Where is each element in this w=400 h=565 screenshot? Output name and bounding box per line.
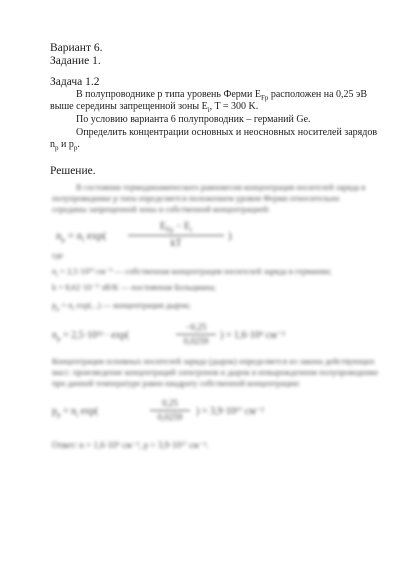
blurred-line [52,300,191,315]
subscript: i [56,272,58,279]
problem-text: В полупроводнике p типа уровень Ферми E [76,89,261,100]
fraction-bar [176,334,216,335]
formula-symbol: p [52,300,57,310]
formula-symbol: = n [65,230,83,242]
formula-symbol: n [56,230,62,242]
formula-1-numerator [128,221,224,234]
blurred-line [52,266,331,281]
problem-text: , T = 300 K. [209,101,259,112]
blurred-label: где [52,250,64,260]
problem-text: n [50,139,55,150]
blurred-text: exp(...) — концентрация дырок; [74,300,191,310]
formula-symbol: exp( [84,230,107,242]
task-heading: Задание 1. [50,55,101,67]
subscript: p [55,144,59,152]
problem-line-3: По условию варианта 6 полупроводник – германий Ge. [76,114,311,125]
subscript: p [56,306,60,313]
fraction-bar [128,235,224,236]
problem-text: и p [58,139,74,150]
problem-line-4: Определить концентрации основных и неосновных носителей зарядов [76,127,378,138]
subscript: i [190,226,193,234]
blurred-line: середины запрещенной зоны и собственной концентрацией: [52,204,270,214]
blurred-line: В состоянии термодинамического равновесия концентрация носителей заряда в [76,182,366,192]
blurred-line: при данной температуре равно квадрату собственной концентрации: [52,378,301,388]
problem-text: выше середины запрещенной зоны E [50,101,208,112]
subscript: i [76,411,79,419]
blurred-line: масс: произведение концентраций электронов и дырок в невырожденном полупроводнике [52,367,379,377]
formula-symbol: p [52,406,57,417]
formula-text: exp( [78,406,99,417]
subscript: Fp [166,226,174,234]
formula-1 [56,230,106,244]
formula-symbol: n [52,330,57,341]
formula-symbol: − E [173,221,191,232]
formula-symbol: = n [60,406,77,417]
subscript: p [57,411,61,419]
blurred-line: полупроводнике p типа определяется положением уровня Ферми относительно [52,193,340,203]
formula-1-denominator: kT [170,238,182,249]
subscript: p [57,335,61,343]
formula-symbol: E [159,221,166,232]
variant-heading: Вариант 6. [50,42,103,54]
subscript: i [82,236,85,245]
blurred-line: k = 8,62·10⁻⁵ эВ/К — постоянная Больцмана; [52,282,216,292]
solution-heading: Решение. [50,165,96,177]
answer-line: Ответ: n = 1,6·10⁹ см⁻³, p = 3,9·10¹⁷ см⁻³. [52,440,209,450]
formula-symbol: n [52,266,57,276]
subscript: i [207,106,210,114]
formula-3-denominator: 0,0259 [157,412,183,422]
formula-2-tail: ) = 1,6·10⁹ см⁻³ [220,330,285,341]
formula-2-numerator: −0,25 [185,322,207,332]
problem-text: . [77,139,80,150]
blurred-line: Концентрация основных носителей заряда (дырок) определяется из закона действующих [52,356,375,366]
formula-3-tail: ) = 3,9·10¹⁷ см⁻³ [196,406,264,417]
subscript: Fp [260,94,269,102]
blurred-text: = 2,5·10¹³ см⁻³ — собственная концентрация носителей заряда в германии; [57,266,332,276]
formula-2 [52,330,129,343]
formula-3-numerator: 0,25 [162,398,178,408]
fraction-bar [150,410,190,411]
subscript: i [72,306,75,313]
formula-3 [52,406,98,419]
formula-1-close: ) [228,230,232,242]
subtask-heading: Задача 1.2 [50,76,100,88]
subscript: p [73,144,78,152]
formula-symbol: = n [59,300,73,310]
formula-2-denominator: 0,0259 [183,336,209,346]
subscript: p [61,236,65,245]
problem-text: расположен на 0,25 эВ [268,89,368,100]
formula-text: = 2,5·10¹³ · exp( [60,330,130,341]
